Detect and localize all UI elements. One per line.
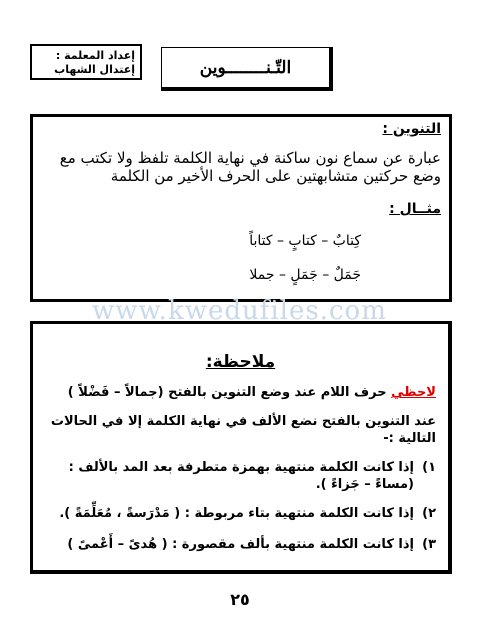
list-item xyxy=(45,536,436,553)
definition-box xyxy=(30,114,452,302)
author-line-2: إعتدال الشهاب xyxy=(54,63,135,76)
author-box xyxy=(30,44,142,80)
page-number: ٢٥ xyxy=(230,590,250,609)
note-lead-highlight: لاحظي xyxy=(391,385,436,400)
list-item-text: إذا كانت الكلمة منتهية بهمزة متطرفة بعد المد بالألف : (مساءً – جَزاءً ). xyxy=(68,460,414,492)
note-lead xyxy=(45,384,436,401)
example-line-1: كِتابٌ – كتابٍ – كتاباً xyxy=(249,233,361,249)
definition-heading: التنوين : xyxy=(382,121,441,137)
list-item-text: إذا كانت الكلمة منتهية بألف مقصورة : ( هُدىً – أَعْمىً ) xyxy=(67,537,414,552)
title-box xyxy=(161,47,333,91)
note-box xyxy=(30,321,452,574)
page-title: التّـنــــــــوين xyxy=(199,58,292,78)
list-item-number: ١) xyxy=(422,460,436,475)
example-heading: مثــال : xyxy=(389,201,441,217)
example-line-2: جَمَلٌ – جَمَلٍ – جملا xyxy=(249,267,361,283)
definition-text: عبارة عن سماع نون ساكنة في نهاية الكلمة تلفظ ولا تكتب مع وضع حركتين متشابهتين على الحرف الأخير من الكلمة xyxy=(59,149,441,185)
note-lead-text: حرف اللام عند وضع التنوين بالفتح (جمالاً – فَضْلاً ) xyxy=(67,385,392,400)
list-item xyxy=(45,505,436,522)
list-item-number: ٣) xyxy=(422,537,436,552)
watermark: www.kwedufiles.com xyxy=(92,296,387,326)
author-line-1: إعداد المعلمة : xyxy=(55,49,135,62)
list-item-number: ٢) xyxy=(422,506,436,521)
note-title: ملاحظة: xyxy=(205,352,276,372)
list-item-text: إذا كانت الكلمة منتهية بتاء مربوطة : ( مَدْرَسةً ، مُعَلِّمَةً ). xyxy=(59,506,414,521)
list-item xyxy=(45,459,436,493)
note-intro: عند التنوين بالفتح نضع الألف في نهاية الكلمة إلا في الحالات التالية :- xyxy=(50,414,436,446)
